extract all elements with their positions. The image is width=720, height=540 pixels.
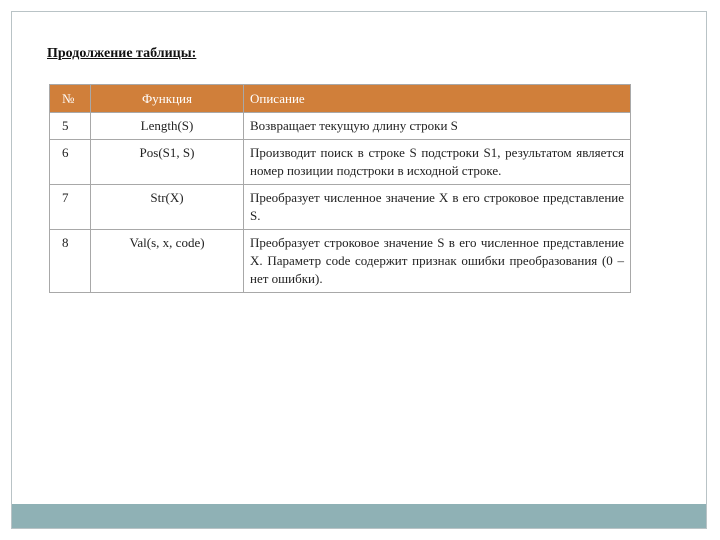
cell-num: 8 — [50, 230, 91, 293]
cell-description: Преобразует численное значение X в его строковое представление S. — [244, 185, 631, 230]
column-header-num: № — [50, 85, 91, 113]
functions-table — [49, 84, 631, 293]
cell-description: Производит поиск в строке S подстроки S1, результатом является номер позиции подстроки в исходной строке. — [244, 140, 631, 185]
cell-function: Pos(S1, S) — [91, 140, 244, 185]
table-row — [50, 185, 631, 230]
cell-description: Возвращает текущую длину строки S — [244, 113, 631, 140]
table-row — [50, 140, 631, 185]
cell-num: 6 — [50, 140, 91, 185]
table-header-row — [50, 85, 631, 113]
table-row — [50, 113, 631, 140]
column-header-description: Описание — [244, 85, 631, 113]
cell-function: Val(s, x, code) — [91, 230, 244, 293]
footer-bar — [12, 504, 706, 528]
column-header-function: Функция — [91, 85, 244, 113]
cell-description: Преобразует строковое значение S в его численное представление X. Параметр code содержит признак ошибки преобразования (0 – нет ошибки). — [244, 230, 631, 293]
page-title: Продолжение таблицы: — [47, 46, 197, 61]
cell-num: 7 — [50, 185, 91, 230]
table-row — [50, 230, 631, 293]
cell-num: 5 — [50, 113, 91, 140]
cell-function: Str(X) — [91, 185, 244, 230]
cell-function: Length(S) — [91, 113, 244, 140]
